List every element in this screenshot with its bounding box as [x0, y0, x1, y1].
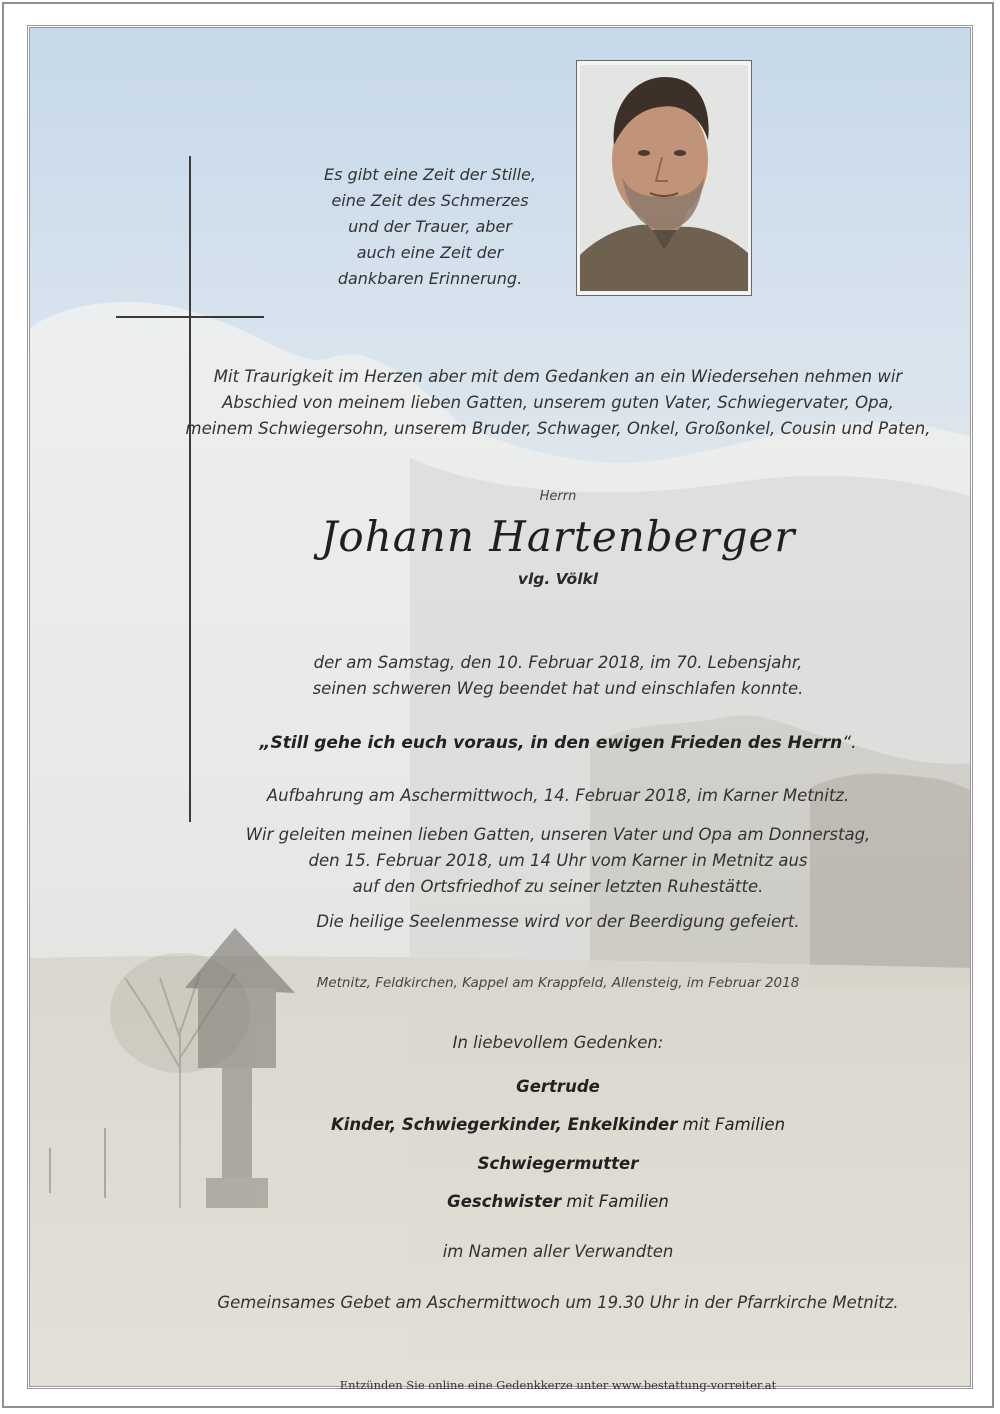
- mourner-siblings-names: Geschwister: [447, 1192, 562, 1211]
- mourner-siblings: [200, 1192, 916, 1211]
- laying-out-notice: Aufbahrung am Aschermittwoch, 14. Februar 2018, im Karner Metnitz.: [266, 786, 850, 805]
- funeral-line: auf den Ortsfriedhof zu seiner letzten Ruhestätte.: [352, 877, 764, 896]
- mourner-children: [200, 1115, 916, 1134]
- relatives-line: im Namen aller Verwandten: [442, 1242, 674, 1261]
- places-date: Metnitz, Feldkirchen, Kappel am Krappfeld, Allensteig, im Februar 2018: [316, 975, 800, 991]
- intro-line: Abschied von meinem lieben Gatten, unserem guten Vater, Schwiegervater, Opa,: [222, 393, 894, 412]
- mourner-children-suffix: mit Familien: [677, 1115, 786, 1134]
- mourner-spouse: Gertrude: [516, 1077, 600, 1096]
- funeral-line: Wir geleiten meinen lieben Gatten, unseren Vater und Opa am Donnerstag,: [245, 825, 871, 844]
- vulgo-name: vlg. Völkl: [517, 570, 599, 588]
- cross-icon-horizontal: [116, 316, 264, 318]
- intro-line: Mit Traurigkeit im Herzen aber mit dem Gedanken an ein Wiedersehen nehmen wir: [213, 367, 903, 386]
- footer-candle-link[interactable]: Entzünden Sie online eine Gedenkkerze unter www.bestattung-vorreiter.at: [339, 1377, 777, 1392]
- death-notice: [200, 650, 916, 702]
- quote: [200, 733, 916, 753]
- mass-notice: Die heilige Seelenmesse wird vor der Beerdigung gefeiert.: [316, 912, 800, 931]
- portrait-photo-icon: [580, 65, 748, 291]
- quote-tail: “.: [842, 733, 857, 753]
- cross-icon-vertical: [189, 156, 191, 822]
- mourner-mother-in-law: Schwiegermutter: [477, 1154, 639, 1173]
- poem-line: dankbaren Erinnerung.: [337, 269, 523, 288]
- intro-text: [150, 364, 966, 442]
- quote-text: „Still gehe ich euch voraus, in den ewigen Frieden des Herrn: [259, 733, 843, 753]
- intro-line: meinem Schwiegersohn, unserem Bruder, Schwager, Onkel, Großonkel, Cousin und Paten,: [185, 419, 931, 438]
- salutation: Herrn: [539, 489, 577, 504]
- prayer-notice: Gemeinsames Gebet am Aschermittwoch um 19.30 Uhr in der Pfarrkirche Metnitz.: [217, 1293, 899, 1312]
- poem-line: eine Zeit des Schmerzes: [331, 191, 529, 210]
- funeral-line: den 15. Februar 2018, um 14 Uhr vom Karner in Metnitz aus: [308, 851, 808, 870]
- poem: [300, 162, 560, 292]
- mourners-heading: In liebevollem Gedenken:: [452, 1033, 664, 1052]
- poem-line: auch eine Zeit der: [356, 243, 504, 262]
- mourner-siblings-suffix: mit Familien: [561, 1192, 669, 1211]
- death-line: seinen schweren Weg beendet hat und einschlafen konnte.: [312, 679, 804, 698]
- mourner-children-names: Kinder, Schwiegerkinder, Enkelkinder: [330, 1115, 678, 1134]
- portrait-image: [580, 65, 748, 291]
- poem-line: Es gibt eine Zeit der Stille,: [324, 165, 536, 184]
- portrait-photo: [576, 60, 752, 296]
- deceased-name: Johann Hartenberger: [320, 512, 796, 561]
- death-line: der am Samstag, den 10. Februar 2018, im 70. Lebensjahr,: [313, 653, 803, 672]
- funeral-notice: [200, 822, 916, 900]
- poem-line: und der Trauer, aber: [348, 217, 512, 236]
